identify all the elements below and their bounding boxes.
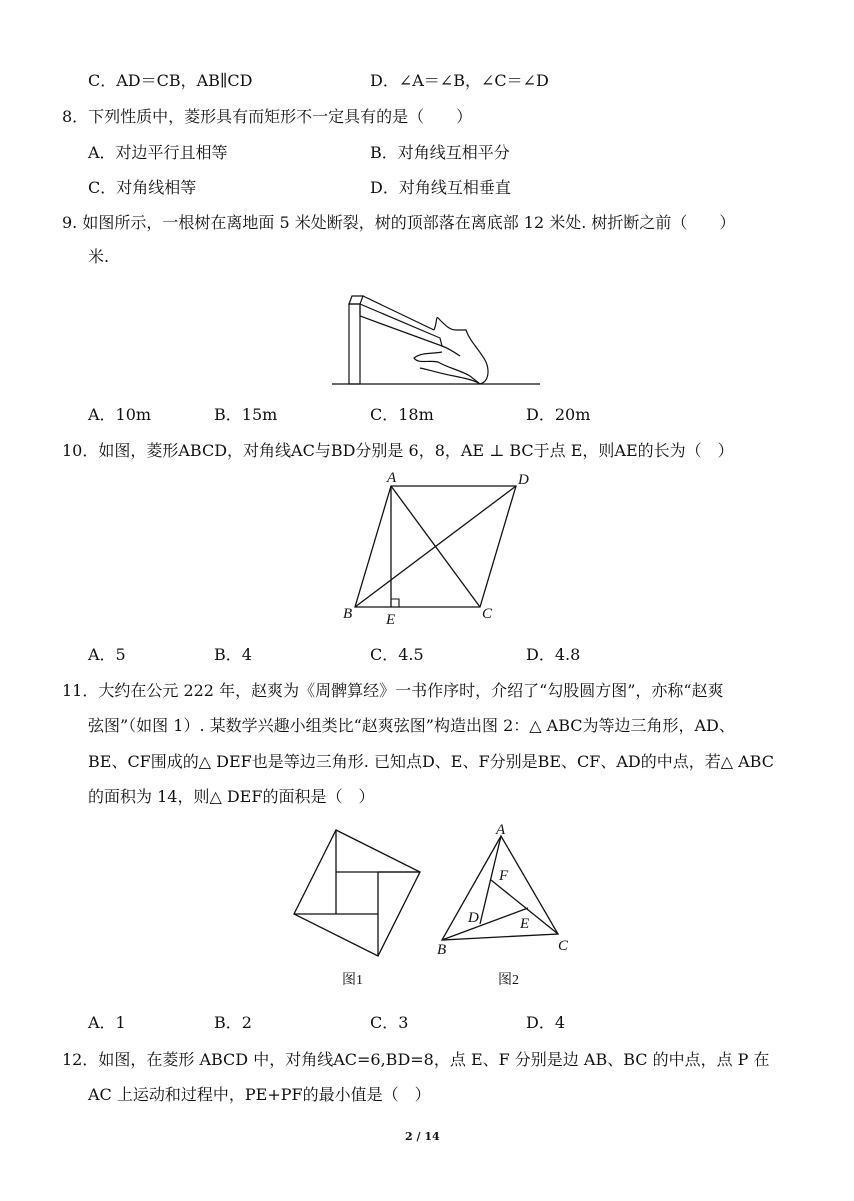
q7-option-d: D．∠A＝∠B，∠C＝∠D xyxy=(370,71,549,90)
broken-tree-figure xyxy=(330,290,545,390)
q11-option-d: D．4 xyxy=(526,1013,566,1032)
q12-stem-line2: AC 上运动和过程中，PE+PF的最小值是（ ） xyxy=(88,1085,431,1104)
q8-option-d: D．对角线互相垂直 xyxy=(370,178,511,197)
q10-stem: 10．如图，菱形ABCD，对角线AC与BD分别是 6，8，AE ⊥ BC于点 E，则AE的长为（ ） xyxy=(62,441,734,460)
rhombus-label-b: B xyxy=(343,606,353,622)
q9-option-c: C．18m xyxy=(370,405,434,424)
q8-stem: 8．下列性质中，菱形具有而矩形不一定具有的是（ ） xyxy=(62,107,473,126)
q11-stem-line2: 弦图”（如图 1）. 某数学兴趣小组类比“赵爽弦图”构造出图 2：△ ABC为等边三角形，AD、 xyxy=(88,716,735,735)
rhombus-label-a: A xyxy=(387,470,397,486)
rhombus-figure xyxy=(340,468,540,630)
q11-option-c: C．3 xyxy=(370,1013,409,1032)
q8-option-c: C．对角线相等 xyxy=(88,178,197,197)
q11-stem-line1: 11．大约在公元 222 年，赵爽为《周髀算经》一书作序时，介绍了“勾股圆方图”，亦称“赵爽 xyxy=(62,681,724,700)
q11-stem-line3: BE、CF围成的△ DEF也是等边三角形. 已知点D、E、F分别是BE、CF、AD的中点，若△ ABC xyxy=(88,752,774,771)
q8-option-b: B．对角线互相平分 xyxy=(370,143,510,162)
rhombus-label-d: D xyxy=(518,472,529,488)
fig2-caption: 图2 xyxy=(498,973,519,988)
page-number: 2 / 14 xyxy=(405,1130,440,1143)
q11-option-b: B．2 xyxy=(214,1013,252,1032)
triangle-label-d: D xyxy=(468,910,479,926)
q10-option-c: C．4.5 xyxy=(370,645,424,664)
q8-option-a: A．对边平行且相等 xyxy=(88,143,228,162)
q11-option-a: A．1 xyxy=(88,1013,126,1032)
fig1-caption: 图1 xyxy=(342,973,363,988)
triangle-label-e: E xyxy=(520,916,530,932)
triangle-label-a: A xyxy=(496,822,506,838)
q10-option-d: D．4.8 xyxy=(526,645,581,664)
triangle-label-b: B xyxy=(437,942,447,958)
rhombus-label-e: E xyxy=(386,612,396,628)
q9-stem-line2: 米. xyxy=(88,247,110,266)
q7-option-c: C．AD＝CB，AB∥CD xyxy=(88,71,253,90)
q9-option-d: D．20m xyxy=(526,405,591,424)
q9-option-a: A．10m xyxy=(88,405,152,424)
q11-stem-line4: 的面积为 14，则△ DEF的面积是（ ） xyxy=(88,787,375,806)
q9-option-b: B．15m xyxy=(214,405,278,424)
q9-stem-line1: 9. 如图所示，一根树在离地面 5 米处断裂，树的顶部落在离底部 12 米处. 树折断之前（ ） xyxy=(62,213,736,232)
q10-option-b: B．4 xyxy=(214,645,252,664)
q10-option-a: A．5 xyxy=(88,645,126,664)
rhombus-label-c: C xyxy=(482,606,493,622)
triangle-label-f: F xyxy=(499,868,509,884)
zhao-shuang-figures xyxy=(290,822,580,994)
triangle-label-c: C xyxy=(558,938,569,954)
q12-stem-line1: 12．如图，在菱形 ABCD 中，对角线AC=6,BD=8，点 E、F 分别是边 AB、BC 的中点，点 P 在 xyxy=(62,1050,770,1069)
